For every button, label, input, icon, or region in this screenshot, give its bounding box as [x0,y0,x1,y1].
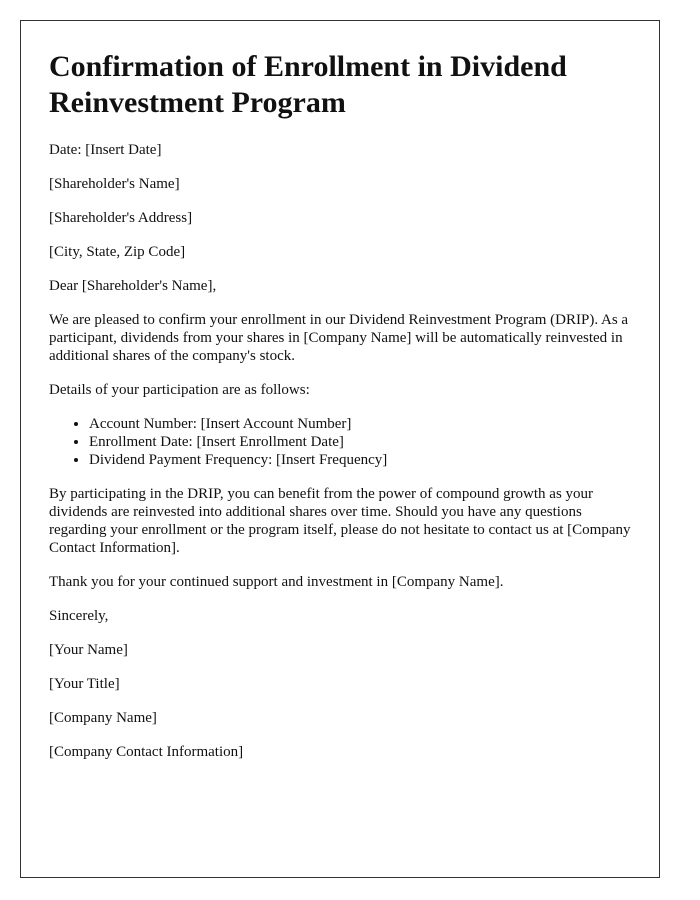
letter-title: Confirmation of Enrollment in Dividend Reinvestment Program [49,50,567,119]
details-intro: Details of your participation are as follows: [49,382,310,398]
letter-page [20,20,660,878]
detail-account-number: • Account Number: [Insert Account Number] [89,415,631,433]
signer-name: [Your Name] [49,642,128,658]
details-list [49,415,631,469]
company-contact: [Company Contact Information] [49,744,244,760]
thanks-paragraph: Thank you for your continued support and investment in [Company Name]. [49,574,504,590]
detail-payment-frequency: • Dividend Payment Frequency: [Insert Frequency] [89,451,631,469]
salutation: Dear [Shareholder's Name], [49,278,217,294]
shareholder-name: [Shareholder's Name] [49,176,180,192]
city-state-zip: [City, State, Zip Code] [49,244,186,260]
intro-paragraph: We are pleased to confirm your enrollment in our Dividend Reinvestment Program (DRIP). As a participant, dividends from your shares in [Company Name] will be automatically reinvested in additional shares of the company's stock. [49,312,629,364]
date-line: Date: [Insert Date] [49,142,162,158]
shareholder-address: [Shareholder's Address] [49,210,193,226]
benefit-paragraph: By participating in the DRIP, you can benefit from the power of compound growth as your dividends are reinvested into additional shares over time. Should you have any questions regarding your enrollment or the program itself, please do not hesitate to contact us at [Company Contact Information]. [49,486,631,556]
closing: Sincerely, [49,608,109,624]
detail-enrollment-date: • Enrollment Date: [Insert Enrollment Date] [89,433,631,451]
signer-title: [Your Title] [49,676,120,692]
company-name: [Company Name] [49,710,157,726]
